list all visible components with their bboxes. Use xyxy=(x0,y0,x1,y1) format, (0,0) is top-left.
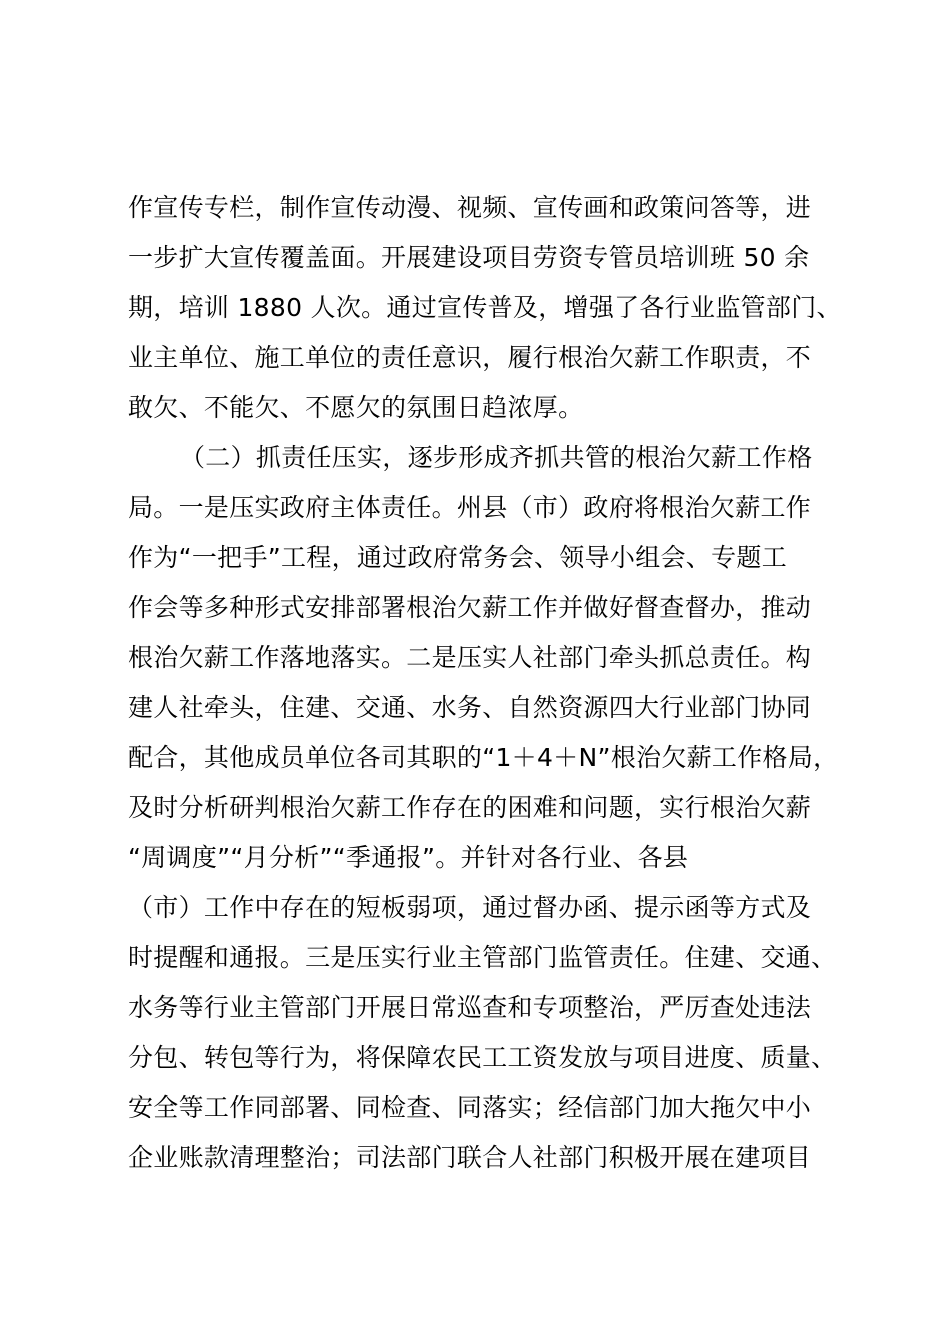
body-text xyxy=(128,183,848,1183)
text-line: 建人社牵头，住建、交通、水务、自然资源四大行业部门协同 xyxy=(128,693,812,722)
text-line: 一步扩大宣传覆盖面。开展建设项目劳资专管员培训班 50 余 xyxy=(128,243,810,272)
text-line: （市）工作中存在的短板弱项，通过督办函、提示函等方式及 xyxy=(128,893,812,922)
text-line: 时提醒和通报。三是压实行业主管部门监管责任。住建、交通、 xyxy=(128,943,837,972)
text-line: 企业账款清理整治；司法部门联合人社部门积极开展在建项目 xyxy=(128,1143,812,1172)
text-line: 水务等行业主管部门开展日常巡查和专项整治，严厉查处违法 xyxy=(128,993,812,1022)
text-line: 作宣传专栏，制作宣传动漫、视频、宣传画和政策问答等，进 xyxy=(128,193,812,222)
section-heading-line: （二）抓责任压实，逐步形成齐抓共管的根治欠薪工作格 xyxy=(180,443,813,472)
text-line: 业主单位、施工单位的责任意识，履行根治欠薪工作职责，不 xyxy=(128,343,812,372)
text-line: 局。一是压实政府主体责任。州县（市）政府将根治欠薪工作 xyxy=(128,493,812,522)
text-line: 作会等多种形式安排部署根治欠薪工作并做好督查督办，推动 xyxy=(128,593,812,622)
text-line: “周调度”“月分析”“季通报”。并针对各行业、各县 xyxy=(128,843,689,872)
text-line: 敢欠、不能欠、不愿欠的氛围日趋浓厚。 xyxy=(128,393,584,422)
text-line: 及时分析研判根治欠薪工作存在的困难和问题，实行根治欠薪 xyxy=(128,793,812,822)
text-line: 配合，其他成员单位各司其职的“1＋4＋N”根治欠薪工作格局， xyxy=(128,743,839,772)
text-line: 根治欠薪工作落地落实。二是压实人社部门牵头抓总责任。构 xyxy=(128,643,812,672)
text-line: 作为“一把手”工程，通过政府常务会、领导小组会、专题工 xyxy=(128,543,788,572)
text-line: 安全等工作同部署、同检查、同落实；经信部门加大拖欠中小 xyxy=(128,1093,812,1122)
text-line: 分包、转包等行为，将保障农民工工资发放与项目进度、质量、 xyxy=(128,1043,837,1072)
text-line: 期，培训 1880 人次。通过宣传普及，增强了各行业监管部门、 xyxy=(128,293,842,322)
